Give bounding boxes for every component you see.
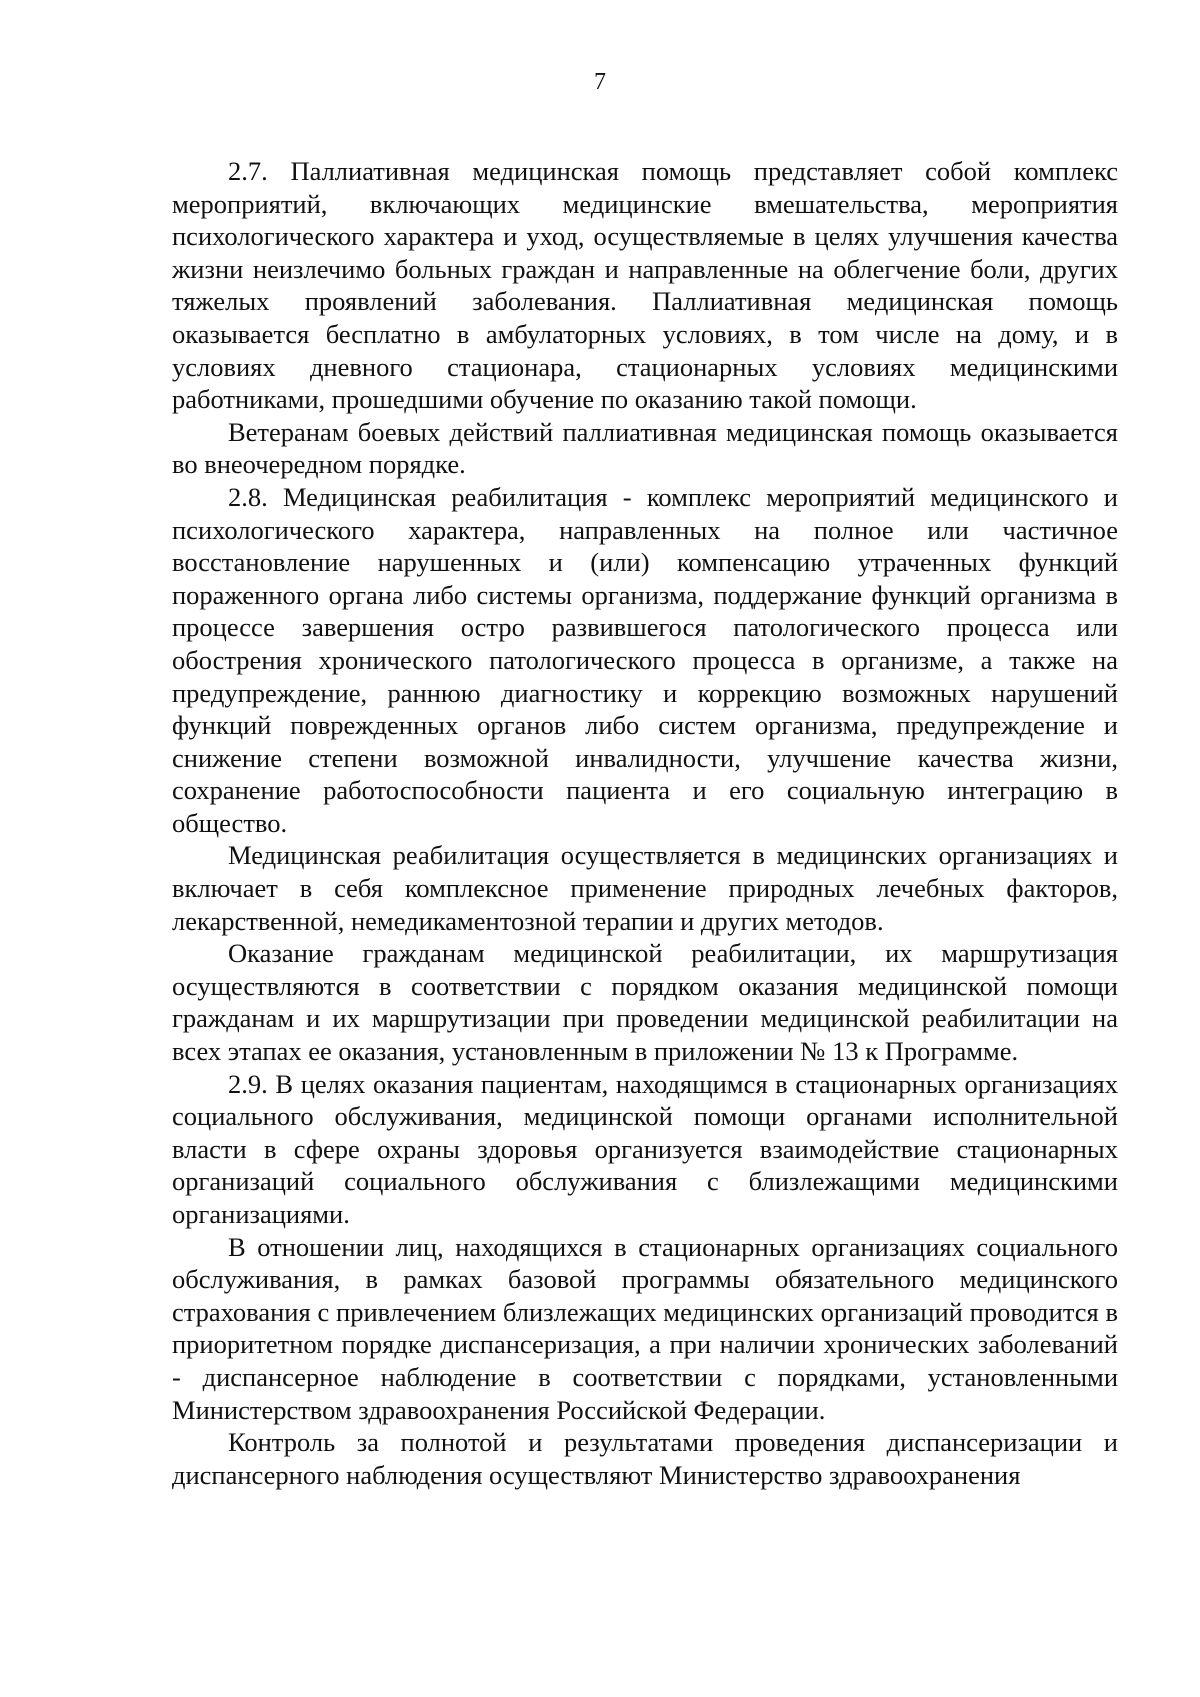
paragraph-rehabilitation-organizations: Медицинская реабилитация осуществляется в медицинских организациях и включает в себя комплексное применение природных лечебных факторов, лекарственной, немедикаментозной терапии и других методов. xyxy=(172,840,1118,936)
paragraph-2-8-medical-rehabilitation: 2.8. Медицинская реабилитация - комплекс мероприятий медицинского и психологического характера, направленных на полное или частичное восстановление нарушенных и (или) компенсацию утраченных функций пораженного органа либо системы организма, поддержание функций организма в процессе завершения остро развившегося патологического процесса или обострения хронического патологического процесса в организме, а также на предупреждение, раннюю диагностику и коррекцию возможных нарушений функций поврежденных органов либо систем организма, предупреждение и снижение степени возможной инвалидности, улучшение качества жизни, сохранение работоспособности пациента и его социальную интеграцию в общество. xyxy=(172,481,1118,838)
document-body xyxy=(172,155,1118,1491)
paragraph-2-7-palliative-care: 2.7. Паллиативная медицинская помощь представляет собой комплекс мероприятий, включающих медицинские вмешательства, мероприятия психологического характера и уход, осуществляемые в целях улучшения качества жизни неизлечимо больных граждан и направленные на облегчение боли, других тяжелых проявлений заболевания. Паллиативная медицинская помощь оказывается бесплатно в амбулаторных условиях, в том числе на дому, и в условиях дневного стационара, стационарных условиях медицинскими работниками, прошедшими обучение по оказанию такой помощи. xyxy=(172,156,1118,415)
page-number: 7 xyxy=(594,69,606,95)
paragraph-2-9-social-service-organizations: 2.9. В целях оказания пациентам, находящимся в стационарных организациях социального обслуживания, медицинской помощи органами исполнительной власти в сфере охраны здоровья организуется взаимодействие стационарных организаций социального обслуживания с близлежащими медицинскими организациями. xyxy=(172,1068,1118,1229)
paragraph-control: Контроль за полнотой и результатами проведения диспансеризации и диспансерного наблюдения осуществляют Министерство здравоохранения xyxy=(172,1427,1118,1490)
paragraph-dispensary-examination: В отношении лиц, находящихся в стационарных организациях социального обслуживания, в рамках базовой программы обязательного медицинского страхования с привлечением близлежащих медицинских организаций проводится в приоритетном порядке диспансеризация, а при наличии хронических заболеваний - диспансерное наблюдение в соответствии с порядками, установленными Министерством здравоохранения Российской Федерации. xyxy=(172,1231,1118,1425)
paragraph-combat-veterans: Ветеранам боевых действий паллиативная медицинская помощь оказывается во внеочередном порядке. xyxy=(172,416,1118,480)
paragraph-rehabilitation-routing: Оказание гражданам медицинской реабилитации, их маршрутизация осуществляются в соответствии с порядком оказания медицинской помощи гражданам и их маршрутизации при проведении медицинской реабилитации на всех этапах ее оказания, установленным в приложении № 13 к Программе. xyxy=(172,938,1118,1067)
